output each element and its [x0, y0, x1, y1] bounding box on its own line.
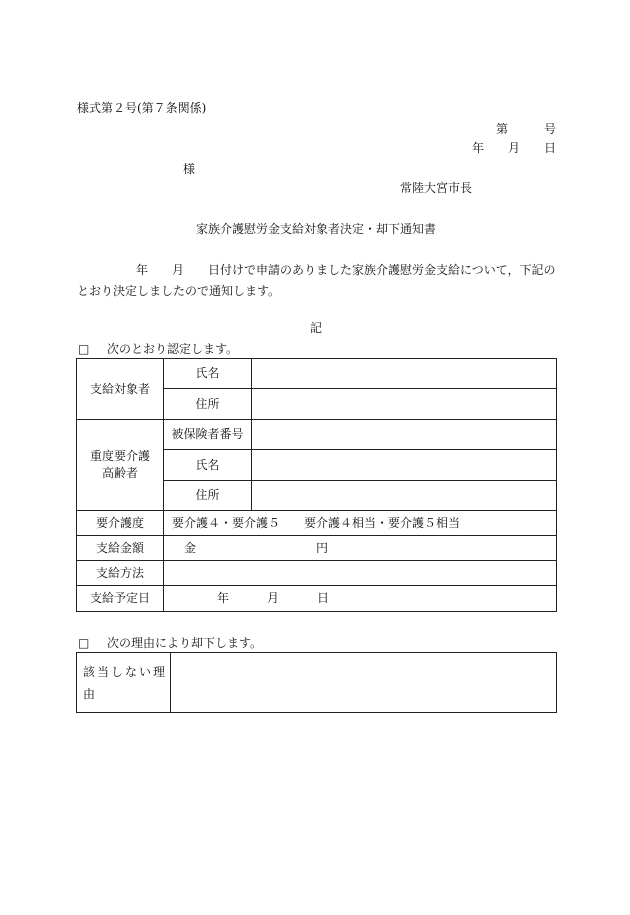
- rejection-heading: 次の理由により却下します。: [107, 636, 263, 650]
- recipient-address-label: 住所: [164, 389, 252, 420]
- recipient-label: 支給対象者: [77, 359, 164, 420]
- elderly-label-line-2: 高齢者: [101, 466, 138, 480]
- rejection-section: [78, 635, 262, 651]
- elderly-address-field[interactable]: [252, 481, 557, 511]
- rejection-checkbox[interactable]: □: [78, 636, 90, 650]
- amount-yen: 円: [316, 540, 329, 555]
- insured-number-field[interactable]: [252, 420, 557, 450]
- scheduled-date-field[interactable]: [164, 586, 557, 612]
- scheduled-date-label: 支給予定日: [77, 586, 164, 612]
- ki-heading: 記: [310, 321, 323, 335]
- elderly-name-label: 氏名: [164, 450, 252, 481]
- body-line-2: とおり決定しましたので通知します。: [77, 284, 281, 298]
- form-number: 様式第２号(第７条関係): [77, 101, 207, 115]
- recipient-address-field[interactable]: [252, 389, 557, 420]
- reason-label-line-2: 由: [83, 686, 98, 701]
- approval-section: [78, 341, 238, 357]
- insured-number-label: 被保険者番号: [164, 420, 252, 450]
- elderly-name-field[interactable]: [252, 450, 557, 481]
- date-day-label: 日: [544, 141, 557, 155]
- reason-label-line-1: 該当しない理: [83, 664, 168, 679]
- document-number-dai: 第: [496, 122, 509, 136]
- care-level-label: 要介護度: [77, 511, 164, 536]
- scheduled-year: 年: [217, 591, 230, 605]
- document-number-go: 号: [544, 122, 557, 136]
- recipient-name-label: 氏名: [164, 359, 252, 389]
- method-field[interactable]: [164, 561, 557, 586]
- reason-field[interactable]: [171, 653, 557, 713]
- rejection-table: [76, 652, 557, 713]
- scheduled-month: 月: [267, 591, 280, 605]
- body-month-label: 月: [172, 263, 185, 277]
- addressee-suffix: 様: [183, 162, 196, 176]
- recipient-name-field[interactable]: [252, 359, 557, 389]
- document-title: 家族介護慰労金支給対象者決定・却下通知書: [196, 222, 437, 236]
- issuer-name: 常陸大宮市長: [400, 181, 473, 195]
- elderly-label-line-1: 重度要介護: [89, 449, 150, 463]
- scheduled-day: 日: [317, 591, 330, 605]
- method-label: 支給方法: [77, 561, 164, 586]
- care-level-option-1[interactable]: 要介護４・要介護５: [172, 515, 281, 530]
- approval-checkbox[interactable]: □: [78, 342, 90, 356]
- body-line-1: 日付けで申請のありました家族介護慰労金支給について，下記の: [208, 263, 556, 277]
- approval-table: [76, 358, 557, 612]
- elderly-label: [77, 420, 164, 511]
- date-month-label: 月: [508, 141, 521, 155]
- date-year-label: 年: [472, 141, 485, 155]
- care-level-option-2[interactable]: 要介護４相当・要介護５相当: [304, 515, 461, 530]
- elderly-address-label: 住所: [164, 481, 252, 511]
- approval-heading: 次のとおり認定します。: [107, 342, 239, 356]
- amount-field[interactable]: [164, 536, 557, 561]
- amount-label: 支給金額: [77, 536, 164, 561]
- care-level-options[interactable]: [164, 511, 557, 536]
- amount-kin: 金: [184, 540, 197, 555]
- body-year-label: 年: [136, 263, 149, 277]
- reason-label: [77, 653, 171, 713]
